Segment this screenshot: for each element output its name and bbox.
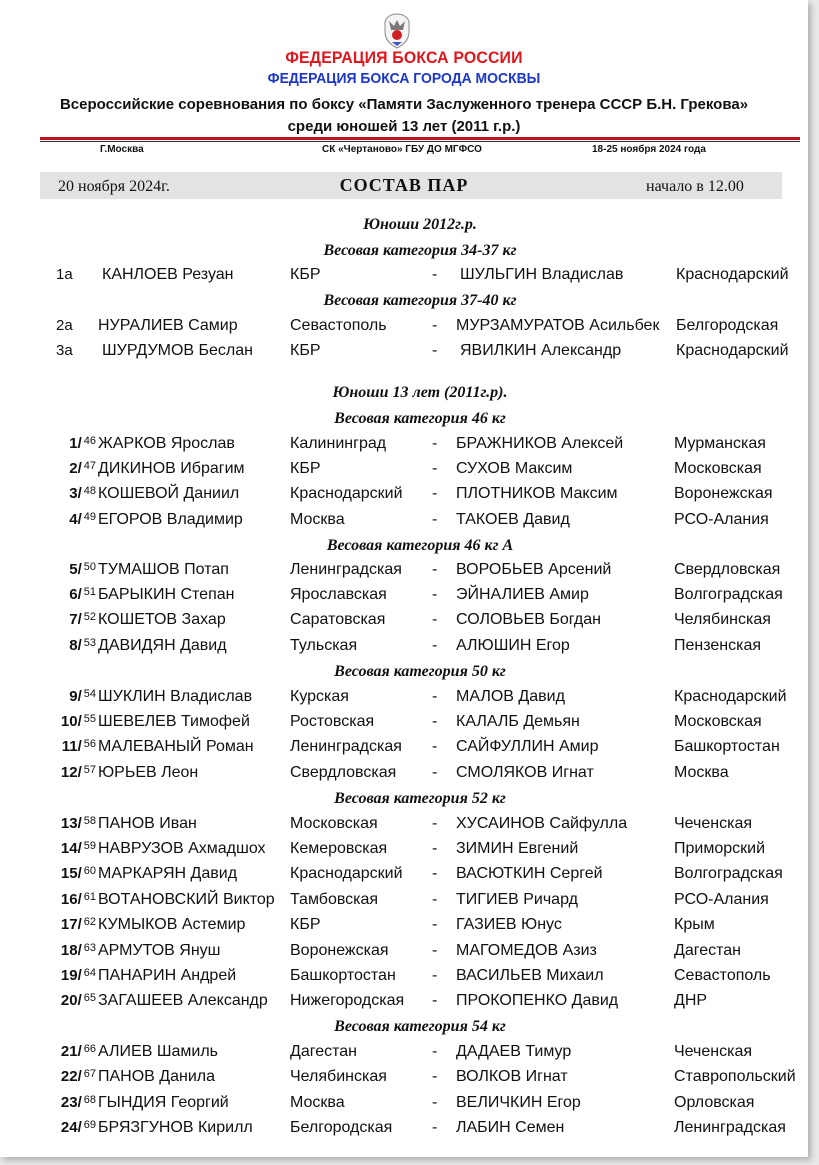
blue-corner-region: Чеченская [674,1043,753,1060]
blue-corner-region: Свердловская [674,561,781,578]
red-corner-boxer: БАРЫКИН Степан [98,586,235,603]
red-corner-boxer: КАНЛОЕВ Резуан [102,266,234,283]
bout-separator: - [432,815,438,832]
red-corner-region: Башкортостан [290,967,396,984]
bout-number [61,713,96,730]
bout-separator: - [432,586,438,603]
bout-number [69,511,96,528]
bout-separator: - [432,1094,438,1111]
red-corner-boxer: КОШЕТОВ Захар [98,611,226,628]
red-corner-boxer: ПАНОВ Иван [98,815,197,832]
blue-corner-region: Воронежская [674,485,773,502]
competition-subtitle: среди юношей 13 лет (2011 г.р.) [287,118,521,135]
bout-separator: - [432,916,438,933]
bout-number-overall: 62 [83,916,96,928]
bout-number-main: 19/ [60,967,82,984]
red-corner-boxer: ЕГОРОВ Владимир [98,511,243,528]
red-corner-region: Калининград [290,435,387,452]
bout-separator: - [432,1119,438,1136]
bout-number [56,342,73,359]
red-corner-boxer: ТУМАШОВ Потап [98,561,229,578]
red-corner-region: Ростовская [290,713,375,730]
red-corner-region: Кемеровская [290,840,388,857]
red-corner-boxer: ВОТАНОВСКИЙ Виктор [98,891,275,908]
bout-number-main: 3а [56,342,73,359]
red-corner-region: Челябинская [290,1068,387,1085]
red-corner-boxer: ПАНАРИН Андрей [98,967,237,984]
red-corner-boxer: КУМЫКОВ Астемир [98,916,246,933]
federation-emblem-icon [380,12,414,50]
red-corner-boxer: АЛИЕВ Шамиль [98,1043,218,1060]
blue-corner-boxer: ЭЙНАЛИЕВ Амир [456,586,589,603]
red-corner-region: Белгородская [290,1119,393,1136]
red-corner-region: КБР [290,460,321,477]
red-corner-boxer: КОШЕВОЙ Даниил [98,485,240,502]
bout-number-main: 7/ [69,611,82,628]
red-corner-region: Краснодарский [290,865,403,882]
bout-number-main: 11/ [61,738,82,755]
bout-separator: - [432,435,438,452]
red-corner-boxer: ПАНОВ Данила [98,1068,216,1085]
weight-category-heading: Весовая категория 50 кг [334,663,506,680]
bout-number-overall: 55 [83,713,96,725]
bout-number-main: 4/ [69,511,82,528]
bout-number-main: 9/ [69,688,82,705]
blue-corner-region: Ленинградская [674,1119,786,1136]
venue-label: СК «Чертаново» ГБУ ДО МГФСО [322,144,482,155]
blue-corner-boxer: ВЕЛИЧКИН Егор [456,1094,581,1111]
blue-corner-boxer: СМОЛЯКОВ Игнат [456,764,594,781]
header-divider-dark [40,141,800,142]
bout-number [69,460,96,477]
blue-corner-region: Мурманская [674,435,766,452]
bout-number-main: 2а [56,317,73,334]
red-corner-boxer: БРЯЗГУНОВ Кирилл [98,1119,253,1136]
blue-corner-region: Краснодарский [676,266,789,283]
red-corner-region: Курская [290,688,349,705]
blue-corner-boxer: ПРОКОПЕНКО Давид [456,992,619,1009]
red-corner-boxer: ШУРДУМОВ Беслан [102,342,253,359]
bout-number-main: 21/ [60,1043,82,1060]
bout-number [61,891,96,908]
bout-number-main: 20/ [60,992,82,1009]
bout-separator: - [432,266,438,283]
bout-number-overall: 64 [83,967,96,979]
bout-number-overall: 61 [83,891,96,903]
red-corner-region: Тульская [290,637,358,654]
red-corner-boxer: МАРКАРЯН Давид [98,865,238,882]
bout-separator: - [432,688,438,705]
federation-moscow-title: ФЕДЕРАЦИЯ БОКСА ГОРОДА МОСКВЫ [267,70,541,87]
bout-number-overall: 60 [83,865,96,877]
red-corner-region: Нижегородская [290,992,405,1009]
weight-category-heading: Весовая категория 54 кг [334,1018,506,1035]
bout-number [62,738,96,755]
bout-number-overall: 50 [83,561,96,573]
bout-separator: - [432,485,438,502]
blue-corner-region: РСО-Алания [674,891,769,908]
blue-corner-region: Московская [674,460,762,477]
red-corner-region: Московская [290,815,378,832]
bout-number [69,485,96,502]
blue-corner-boxer: ЗИМИН Евгений [456,840,579,857]
weight-category-heading: Весовая категория 37-40 кг [323,292,517,309]
bout-number-main: 16/ [60,891,82,908]
red-corner-boxer: ДИКИНОВ Ибрагим [98,460,245,477]
bout-number-overall: 57 [83,764,96,776]
red-corner-boxer: НАВРУЗОВ Ахмадшох [98,840,266,857]
bout-number [61,1119,96,1136]
bout-separator: - [432,713,438,730]
bout-number-overall: 68 [83,1094,96,1106]
bout-separator: - [432,637,438,654]
blue-corner-boxer: МУРЗАМУРАТОВ Асильбек [456,317,660,334]
weight-category-heading: Весовая категория 46 кг [334,410,506,427]
bout-number-overall: 66 [83,1043,96,1055]
bout-number-overall: 67 [83,1068,96,1080]
blue-corner-region: Краснодарский [676,342,789,359]
bout-separator: - [432,561,438,578]
bout-number-overall: 51 [83,586,96,598]
bout-number-overall: 48 [83,485,96,497]
red-corner-boxer: ШЕВЕЛЕВ Тимофей [98,713,250,730]
bout-number [61,1094,96,1111]
blue-corner-boxer: ВОРОБЬЕВ Арсений [456,561,612,578]
bout-number-main: 1/ [69,435,82,452]
bout-number [69,688,96,705]
bout-number-main: 24/ [60,1119,82,1136]
bout-number-overall: 46 [83,435,96,447]
blue-corner-region: ДНР [674,992,708,1009]
bout-number-main: 1а [56,266,73,283]
bout-number-overall: 56 [83,738,96,750]
blue-corner-boxer: ЛАБИН Семен [456,1119,565,1136]
bout-number [61,815,96,832]
bout-number-main: 22/ [60,1068,82,1085]
bout-number [61,764,96,781]
bout-separator: - [432,891,438,908]
bout-number [69,637,96,654]
red-corner-region: Ленинградская [290,738,402,755]
blue-corner-region: Московская [674,713,762,730]
red-corner-boxer: ЮРЬЕВ Леон [98,764,199,781]
red-corner-boxer: МАЛЕВАНЫЙ Роман [98,738,254,755]
blue-corner-boxer: БРАЖНИКОВ Алексей [456,435,624,452]
bout-number [61,916,96,933]
red-corner-region: Москва [290,511,345,528]
bout-number-main: 3/ [69,485,82,502]
blue-corner-region: Краснодарский [674,688,787,705]
red-corner-boxer: ЖАРКОВ Ярослав [98,435,235,452]
bout-number-main: 23/ [60,1094,82,1111]
red-corner-boxer: ГЫНДИЯ Георгий [98,1094,229,1111]
bout-number-main: 13/ [60,815,82,832]
bout-number [61,942,96,959]
blue-corner-region: Приморский [674,840,766,857]
blue-corner-region: Севастополь [674,967,771,984]
red-corner-region: Ярославская [290,586,387,603]
bout-number-main: 6/ [69,586,82,603]
bout-number-overall: 52 [83,611,96,623]
red-corner-region: КБР [290,266,321,283]
red-corner-region: Воронежская [290,942,389,959]
red-corner-boxer: ЗАГАШЕЕВ Александр [98,992,268,1009]
bout-number-overall: 58 [83,815,96,827]
blue-corner-region: Москва [674,764,729,781]
bout-number [61,1068,96,1085]
bout-number-overall: 53 [83,637,96,649]
bout-number [69,611,96,628]
weight-category-heading: Весовая категория 46 кг А [326,537,514,554]
blue-corner-region: Челябинская [674,611,771,628]
red-corner-region: Москва [290,1094,345,1111]
red-corner-boxer: ШУКЛИН Владислав [98,688,253,705]
blue-corner-boxer: ГАЗИЕВ Юнус [456,916,562,933]
group-heading-2011: Юноши 13 лет (2011г.р). [332,384,508,401]
bout-separator: - [432,840,438,857]
blue-corner-boxer: АЛЮШИН Егор [456,637,570,654]
start-time: начало в 12.00 [646,178,744,195]
city-label: Г.Москва [100,144,144,155]
blue-corner-region: Крым [674,916,715,933]
red-corner-region: Саратовская [290,611,386,628]
blue-corner-boxer: ДАДАЕВ Тимур [456,1043,572,1060]
bout-number-overall: 54 [83,688,96,700]
blue-corner-boxer: МАГОМЕДОВ Азиз [456,942,597,959]
blue-corner-boxer: СОЛОВЬЕВ Богдан [456,611,601,628]
bout-number-main: 15/ [60,865,82,882]
blue-corner-region: Башкортостан [674,738,780,755]
bout-number-main: 2/ [69,460,82,477]
blue-corner-boxer: ВАСЮТКИН Сергей [456,865,603,882]
blue-corner-boxer: ПЛОТНИКОВ Максим [456,485,618,502]
blue-corner-region: РСО-Алания [674,511,769,528]
bout-separator: - [432,1068,438,1085]
bout-separator: - [432,942,438,959]
blue-corner-boxer: СУХОВ Максим [456,460,573,477]
red-corner-region: КБР [290,916,321,933]
blue-corner-boxer: МАЛОВ Давид [456,688,565,705]
dates-label: 18-25 ноября 2024 года [592,144,706,155]
blue-corner-boxer: САЙФУЛЛИН Амир [456,738,599,755]
bout-number [61,992,96,1009]
bout-separator: - [432,764,438,781]
red-corner-boxer: АРМУТОВ Януш [98,942,221,959]
bout-number-overall: 69 [83,1119,96,1131]
red-corner-region: Севастополь [290,317,387,334]
weight-category-heading: Весовая категория 34-37 кг [323,242,517,259]
bout-separator: - [432,738,438,755]
bout-separator: - [432,317,438,334]
blue-corner-boxer: ВОЛКОВ Игнат [456,1068,568,1085]
pairs-title: СОСТАВ ПАР [339,175,469,195]
session-date: 20 ноября 2024г. [58,178,170,195]
blue-corner-region: Дагестан [674,942,741,959]
bout-number [61,1043,96,1060]
bout-separator: - [432,342,438,359]
red-corner-boxer: ДАВИДЯН Давид [98,637,227,654]
blue-corner-region: Чеченская [674,815,753,832]
blue-corner-boxer: ХУСАИНОВ Сайфулла [456,815,628,832]
blue-corner-boxer: КАЛАЛБ Демьян [456,713,580,730]
blue-corner-boxer: ЯВИЛКИН Александр [460,342,622,359]
bout-number-main: 14/ [60,840,82,857]
bout-separator: - [432,460,438,477]
bout-separator: - [432,967,438,984]
bout-number [61,967,96,984]
blue-corner-boxer: ТИГИЕВ Ричард [456,891,578,908]
group-heading-2012: Юноши 2012г.р. [363,216,477,233]
bout-number-main: 5/ [69,561,82,578]
header-divider-red [40,137,800,140]
bout-number [56,266,73,283]
bout-number [69,586,96,603]
red-corner-region: Свердловская [290,764,397,781]
competition-title: Всероссийские соревнования по боксу «Памяти Заслуженного тренера СССР Б.Н. Грекова» [59,96,749,113]
blue-corner-region: Белгородская [676,317,779,334]
bout-number-main: 12/ [60,764,82,781]
bout-number [69,561,96,578]
bout-number [69,435,96,452]
bout-number-overall: 65 [83,992,96,1004]
bout-number [56,317,73,334]
blue-corner-boxer: ШУЛЬГИН Владислав [460,266,624,283]
bout-number-main: 10/ [60,713,82,730]
blue-corner-region: Волгоградская [674,865,783,882]
bout-separator: - [432,1043,438,1060]
bout-separator: - [432,611,438,628]
red-corner-region: Краснодарский [290,485,403,502]
federation-russia-title: ФЕДЕРАЦИЯ БОКСА РОССИИ [285,48,523,67]
bout-number-overall: 47 [83,460,96,472]
red-corner-region: Ленинградская [290,561,402,578]
bout-separator: - [432,511,438,528]
bout-number-main: 17/ [60,916,82,933]
red-corner-region: Дагестан [290,1043,357,1060]
bout-number [61,865,96,882]
bout-number-overall: 63 [83,942,96,954]
blue-corner-boxer: ВАСИЛЬЕВ Михаил [456,967,604,984]
red-corner-region: КБР [290,342,321,359]
blue-corner-region: Ставропольский [674,1068,796,1085]
red-corner-region: Тамбовская [290,891,379,908]
bout-number-main: 8/ [69,637,82,654]
weight-category-heading: Весовая категория 52 кг [334,790,506,807]
bout-number-overall: 59 [83,840,96,852]
bout-number-overall: 49 [83,511,96,523]
bout-separator: - [432,992,438,1009]
red-corner-boxer: НУРАЛИЕВ Самир [98,317,238,334]
blue-corner-boxer: ТАКОЕВ Давид [456,511,570,528]
blue-corner-region: Пензенская [674,637,762,654]
blue-corner-region: Волгоградская [674,586,783,603]
bout-number [61,840,96,857]
bout-number-main: 18/ [60,942,82,959]
blue-corner-region: Орловская [674,1094,755,1111]
bout-separator: - [432,865,438,882]
